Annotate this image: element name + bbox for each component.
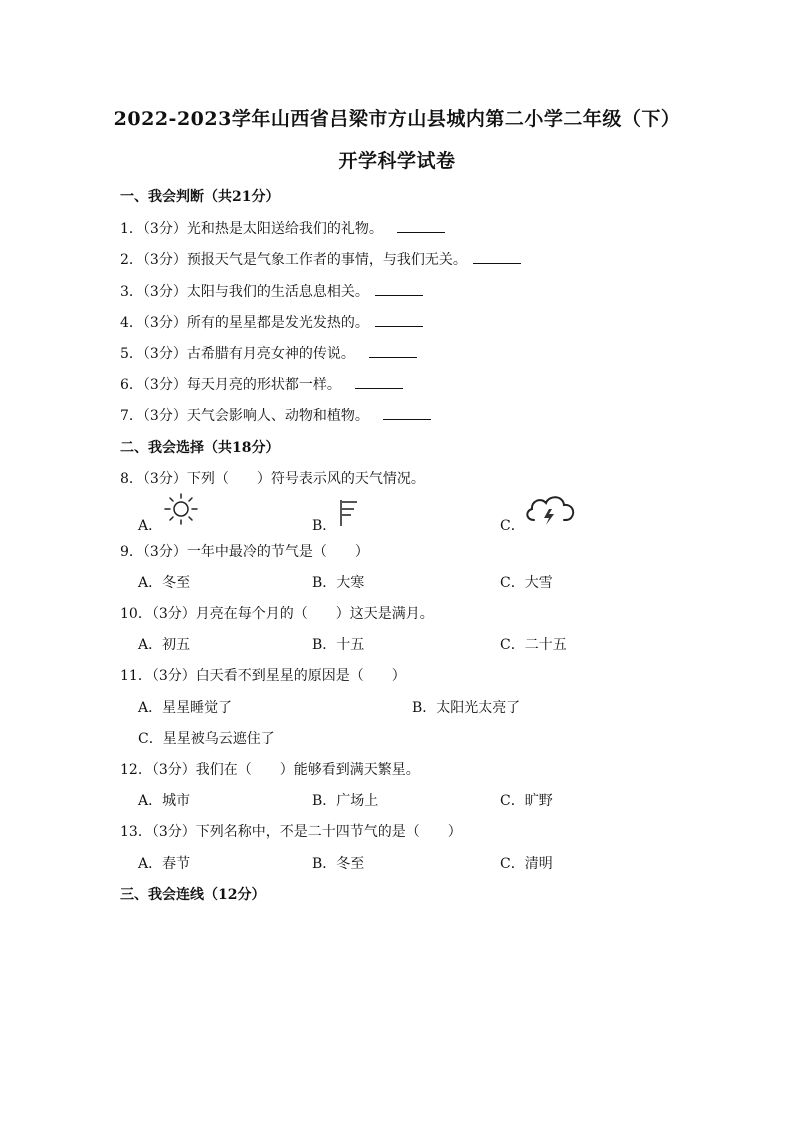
question-text: 所有的星星都是发光发热的。 bbox=[186, 315, 369, 331]
question-score: （3分） bbox=[142, 315, 187, 331]
option-10a[interactable]: A．初五 bbox=[138, 637, 191, 653]
wind-flag-icon bbox=[336, 499, 360, 527]
question-score: （3分） bbox=[142, 284, 187, 300]
option-10c[interactable]: C．二十五 bbox=[500, 637, 567, 653]
option-8b[interactable]: B． bbox=[312, 518, 337, 534]
exam-title-line1: 2022-2023学年山西省吕梁市方山县城内第二小学二年级（下） bbox=[113, 108, 681, 130]
option-13b[interactable]: B．冬至 bbox=[312, 856, 365, 872]
question-score: （3分） bbox=[142, 408, 187, 424]
option-9a[interactable]: A．冬至 bbox=[138, 575, 191, 591]
option-13a[interactable]: A．春节 bbox=[138, 856, 191, 872]
question-text: 预报天气是气象工作者的事情，与我们无关。 bbox=[186, 252, 467, 268]
question-8: 8．（3分）下列（ ）符号表示风的天气情况。 bbox=[120, 471, 425, 487]
question-number: 4． bbox=[120, 315, 143, 331]
question-number: 1． bbox=[120, 221, 143, 237]
option-11a[interactable]: A．星星睡觉了 bbox=[138, 700, 233, 716]
question-text: 光和热是太阳送给我们的礼物。 bbox=[186, 221, 383, 237]
question-6 bbox=[120, 374, 403, 394]
question-text: 天气会影响人、动物和植物。 bbox=[186, 408, 369, 424]
option-8a[interactable]: A． bbox=[138, 518, 163, 534]
answer-blank[interactable] bbox=[355, 376, 403, 389]
option-12a[interactable]: A．城市 bbox=[138, 793, 191, 809]
thunder-cloud-icon bbox=[522, 492, 578, 528]
answer-blank[interactable] bbox=[375, 314, 423, 327]
answer-blank[interactable] bbox=[369, 345, 417, 358]
question-11: 11．（3分）白天看不到星星的原因是（ ） bbox=[120, 668, 406, 684]
option-8c[interactable]: C． bbox=[500, 518, 525, 534]
question-number: 3． bbox=[120, 284, 143, 300]
section-match-heading: 三、我会连线（12分） bbox=[120, 887, 266, 903]
answer-blank[interactable] bbox=[375, 283, 423, 296]
option-12b[interactable]: B．广场上 bbox=[312, 793, 379, 809]
answer-blank[interactable] bbox=[383, 407, 431, 420]
question-text: 古希腊有月亮女神的传说。 bbox=[186, 346, 355, 362]
question-number: 6． bbox=[120, 377, 143, 393]
section-choice-heading: 二、我会选择（共18分） bbox=[120, 440, 280, 456]
question-7 bbox=[120, 405, 431, 425]
question-text: 太阳与我们的生活息息相关。 bbox=[186, 284, 369, 300]
question-score: （3分） bbox=[142, 221, 187, 237]
question-4 bbox=[120, 312, 423, 332]
option-9b[interactable]: B．大寒 bbox=[312, 575, 365, 591]
question-9: 9．（3分）一年中最冷的节气是（ ） bbox=[120, 544, 369, 560]
answer-blank[interactable] bbox=[473, 251, 521, 264]
exam-title-line2: 开学科学试卷 bbox=[338, 150, 456, 172]
question-12: 12．（3分）我们在（ ）能够看到满天繁星。 bbox=[120, 762, 420, 778]
question-5 bbox=[120, 343, 417, 363]
section-judge-heading: 一、我会判断（共21分） bbox=[120, 189, 280, 205]
option-13c[interactable]: C．清明 bbox=[500, 856, 553, 872]
question-2 bbox=[120, 249, 521, 269]
option-10b[interactable]: B．十五 bbox=[312, 637, 365, 653]
option-12c[interactable]: C．旷野 bbox=[500, 793, 553, 809]
question-number: 5． bbox=[120, 346, 143, 362]
question-10: 10．（3分）月亮在每个月的（ ）这天是满月。 bbox=[120, 606, 434, 622]
question-1 bbox=[120, 218, 445, 238]
sun-icon bbox=[162, 492, 200, 526]
question-score: （3分） bbox=[142, 346, 187, 362]
question-number: 7． bbox=[120, 408, 143, 424]
option-9c[interactable]: C．大雪 bbox=[500, 575, 553, 591]
question-number: 2． bbox=[120, 252, 143, 268]
question-3 bbox=[120, 281, 423, 301]
question-score: （3分） bbox=[142, 252, 187, 268]
option-11c[interactable]: C．星星被乌云遮住了 bbox=[138, 731, 275, 747]
option-11b[interactable]: B．太阳光太亮了 bbox=[412, 700, 521, 716]
question-text: 每天月亮的形状都一样。 bbox=[186, 377, 341, 393]
question-score: （3分） bbox=[142, 377, 187, 393]
question-13: 13．（3分）下列名称中，不是二十四节气的是（ ） bbox=[120, 824, 462, 840]
answer-blank[interactable] bbox=[397, 220, 445, 233]
